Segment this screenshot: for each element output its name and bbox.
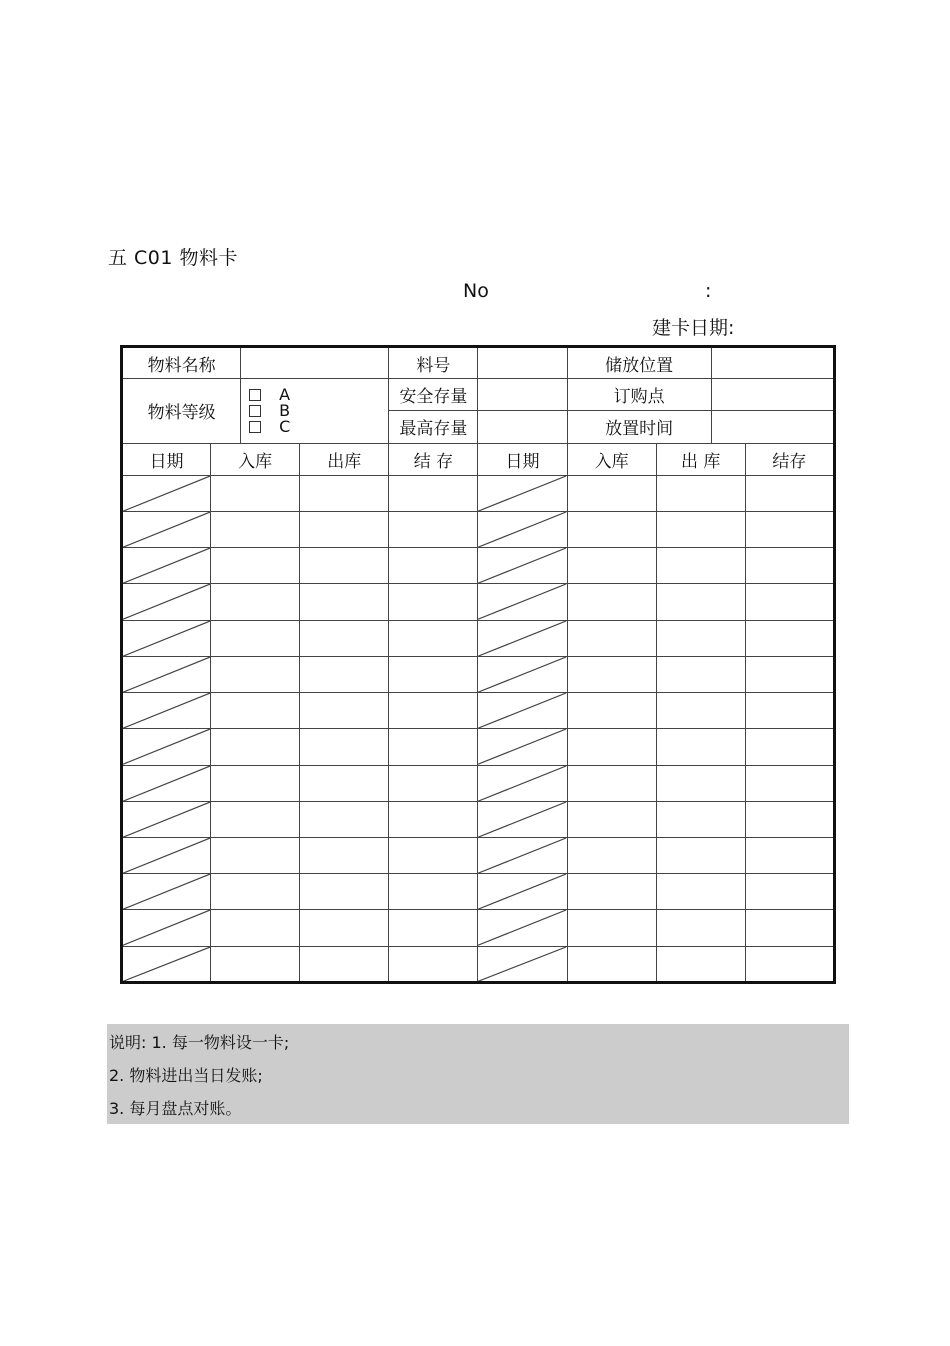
column-header: 出库 [300,443,389,475]
ledger-cell[interactable] [211,874,300,910]
ledger-cell[interactable] [211,548,300,584]
material-no-label: 料号 [389,347,478,379]
ledger-row [122,475,835,511]
ledger-date-cell[interactable] [122,765,211,801]
ledger-cell[interactable] [745,620,834,656]
ledger-cell[interactable] [389,837,478,873]
ledger-cell[interactable] [656,512,745,548]
column-header: 结 存 [389,443,478,475]
ledger-cell[interactable] [211,765,300,801]
ledger-cell[interactable] [656,837,745,873]
material-no-field[interactable] [478,347,567,379]
ledger-cell[interactable] [567,837,656,873]
ledger-cell[interactable] [211,693,300,729]
ledger-cell[interactable] [300,765,389,801]
ledger-cell[interactable] [211,729,300,765]
column-header: 入库 [211,443,300,475]
ledger-cell[interactable] [656,656,745,692]
ledger-cell[interactable] [300,620,389,656]
ledger-date-cell[interactable] [478,874,567,910]
grade-option-b[interactable]: B [249,403,388,419]
ledger-cell[interactable] [656,729,745,765]
ledger-row [122,801,835,837]
ledger-cell[interactable] [656,584,745,620]
ledger-cell[interactable] [300,475,389,511]
ledger-cell[interactable] [745,765,834,801]
storage-location-field[interactable] [711,347,834,379]
ledger-body [122,475,835,982]
ledger-date-cell[interactable] [122,548,211,584]
ledger-cell[interactable] [389,475,478,511]
material-grade-options [241,379,389,443]
ledger-cell[interactable] [300,801,389,837]
ledger-cell[interactable] [745,837,834,873]
ledger-date-cell[interactable] [478,656,567,692]
column-header: 出 库 [656,443,745,475]
ledger-cell[interactable] [300,656,389,692]
ledger-date-cell[interactable] [122,693,211,729]
ledger-cell[interactable] [567,584,656,620]
ledger-date-cell[interactable] [478,946,567,982]
ledger-row [122,874,835,910]
ledger-date-cell[interactable] [478,512,567,548]
diagonal-slash-icon [123,766,210,801]
ledger-row [122,910,835,946]
storage-time-field[interactable] [711,411,834,443]
diagonal-slash-icon [478,729,566,764]
diagonal-slash-icon [478,621,566,656]
ledger-cell[interactable] [389,765,478,801]
storage-location-label: 储放位置 [567,347,711,379]
ledger-cell[interactable] [300,910,389,946]
column-header: 日期 [122,443,211,475]
checkbox-icon[interactable] [249,389,261,401]
notes-box [107,1024,849,1124]
ledger-date-cell[interactable] [122,475,211,511]
ledger-date-cell[interactable] [122,837,211,873]
ledger-cell[interactable] [389,946,478,982]
ledger-row [122,693,835,729]
note-line: 3. 每月盘点对账。 [109,1099,242,1118]
ledger-row [122,765,835,801]
diagonal-slash-icon [123,512,210,547]
ledger-cell[interactable] [567,548,656,584]
diagonal-slash-icon [123,548,210,583]
ledger-date-cell[interactable] [478,475,567,511]
diagonal-slash-icon [478,693,566,728]
ledger-cell[interactable] [389,910,478,946]
ledger-cell[interactable] [211,946,300,982]
ledger-date-cell[interactable] [122,874,211,910]
diagonal-slash-icon [123,621,210,656]
page-title: 五 C01 物料卡 [108,247,239,269]
ledger-date-cell[interactable] [122,729,211,765]
ledger-row [122,946,835,982]
ledger-date-cell[interactable] [478,548,567,584]
ledger-cell[interactable] [567,874,656,910]
diagonal-slash-icon [478,548,566,583]
ledger-cell[interactable] [745,910,834,946]
ledger-cell[interactable] [300,874,389,910]
diagonal-slash-icon [123,838,210,873]
diagonal-slash-icon [478,584,566,619]
column-header: 日期 [478,443,567,475]
material-name-label: 物料名称 [122,347,241,379]
ledger-cell[interactable] [567,475,656,511]
ledger-cell[interactable] [567,620,656,656]
ledger-cell[interactable] [656,946,745,982]
ledger-cell[interactable] [567,656,656,692]
ledger-cell[interactable] [211,512,300,548]
note-line: 说明: 1. 每一物料设一卡; [109,1033,290,1052]
material-grade-label: 物料等级 [122,379,241,443]
ledger-cell[interactable] [567,946,656,982]
ledger-cell[interactable] [656,874,745,910]
ledger-cell[interactable] [656,910,745,946]
checkbox-icon[interactable] [249,421,261,433]
ledger-cell[interactable] [300,693,389,729]
ledger-date-cell[interactable] [122,910,211,946]
ledger-date-cell[interactable] [478,584,567,620]
diagonal-slash-icon [123,802,210,837]
material-card-table [120,345,836,984]
ledger-header-row [122,443,835,475]
ledger-cell[interactable] [300,512,389,548]
column-header: 入库 [567,443,656,475]
card-number-line [463,280,723,302]
ledger-cell[interactable] [567,729,656,765]
ledger-cell[interactable] [567,512,656,548]
diagonal-slash-icon [478,657,566,692]
ledger-cell[interactable] [389,584,478,620]
ledger-cell[interactable] [745,548,834,584]
ledger-cell[interactable] [211,656,300,692]
diagonal-slash-icon [123,476,210,511]
ledger-cell[interactable] [567,693,656,729]
ledger-cell[interactable] [211,837,300,873]
ledger-cell[interactable] [656,765,745,801]
reorder-point-label: 订购点 [567,379,711,411]
storage-time-label: 放置时间 [567,411,711,443]
ledger-cell[interactable] [300,548,389,584]
ledger-cell[interactable] [389,620,478,656]
diagonal-slash-icon [478,910,566,945]
diagonal-slash-icon [478,476,566,511]
ledger-cell[interactable] [389,693,478,729]
ledger-date-cell[interactable] [122,656,211,692]
ledger-cell[interactable] [745,475,834,511]
ledger-cell[interactable] [389,656,478,692]
diagonal-slash-icon [478,802,566,837]
ledger-cell[interactable] [300,837,389,873]
ledger-cell[interactable] [656,693,745,729]
note-line: 2. 物料进出当日发账; [109,1066,263,1085]
ledger-date-cell[interactable] [478,837,567,873]
diagonal-slash-icon [478,947,566,981]
diagonal-slash-icon [123,874,210,909]
ledger-cell[interactable] [745,946,834,982]
ledger-row [122,512,835,548]
card-number-colon: : [705,280,712,302]
ledger-cell[interactable] [656,548,745,584]
ledger-date-cell[interactable] [122,801,211,837]
ledger-cell[interactable] [389,801,478,837]
ledger-date-cell[interactable] [122,620,211,656]
ledger-row [122,548,835,584]
diagonal-slash-icon [123,947,210,981]
ledger-date-cell[interactable] [122,946,211,982]
diagonal-slash-icon [478,874,566,909]
ledger-cell[interactable] [300,729,389,765]
ledger-cell[interactable] [389,874,478,910]
ledger-cell[interactable] [656,620,745,656]
safety-stock-field[interactable] [478,379,567,411]
ledger-date-cell[interactable] [478,910,567,946]
ledger-row [122,656,835,692]
material-name-field[interactable] [241,347,389,379]
diagonal-slash-icon [478,838,566,873]
diagonal-slash-icon [478,766,566,801]
card-date-label: 建卡日期: [652,317,735,339]
ledger-cell[interactable] [745,874,834,910]
ledger-cell[interactable] [745,584,834,620]
ledger-cell[interactable] [656,801,745,837]
ledger-cell[interactable] [745,693,834,729]
ledger-cell[interactable] [567,910,656,946]
diagonal-slash-icon [123,693,210,728]
ledger-cell[interactable] [745,801,834,837]
checkbox-icon[interactable] [249,405,261,417]
max-stock-field[interactable] [478,411,567,443]
ledger-cell[interactable] [211,584,300,620]
ledger-date-cell[interactable] [122,584,211,620]
ledger-cell[interactable] [745,656,834,692]
diagonal-slash-icon [478,512,566,547]
ledger-cell[interactable] [300,946,389,982]
diagonal-slash-icon [123,729,210,764]
ledger-cell[interactable] [211,801,300,837]
diagonal-slash-icon [123,584,210,619]
card-number-label: No [463,280,489,302]
column-header: 结存 [745,443,834,475]
ledger-cell[interactable] [745,512,834,548]
reorder-point-field[interactable] [711,379,834,411]
ledger-cell[interactable] [211,910,300,946]
ledger-row [122,584,835,620]
grade-option-a[interactable]: A [249,387,388,403]
diagonal-slash-icon [123,657,210,692]
ledger-row [122,620,835,656]
ledger-date-cell[interactable] [478,765,567,801]
ledger-cell[interactable] [745,729,834,765]
max-stock-label: 最高存量 [389,411,478,443]
safety-stock-label: 安全存量 [389,379,478,411]
ledger-cell[interactable] [389,548,478,584]
ledger-cell[interactable] [211,475,300,511]
diagonal-slash-icon [123,910,210,945]
ledger-row [122,729,835,765]
ledger-date-cell[interactable] [478,729,567,765]
ledger-cell[interactable] [567,801,656,837]
grade-option-c[interactable]: C [249,419,388,435]
ledger-date-cell[interactable] [478,620,567,656]
ledger-cell[interactable] [211,620,300,656]
ledger-date-cell[interactable] [122,512,211,548]
ledger-date-cell[interactable] [478,693,567,729]
ledger-cell[interactable] [300,584,389,620]
ledger-cell[interactable] [656,475,745,511]
ledger-cell[interactable] [389,729,478,765]
ledger-row [122,837,835,873]
ledger-cell[interactable] [389,512,478,548]
ledger-date-cell[interactable] [478,801,567,837]
ledger-cell[interactable] [567,765,656,801]
